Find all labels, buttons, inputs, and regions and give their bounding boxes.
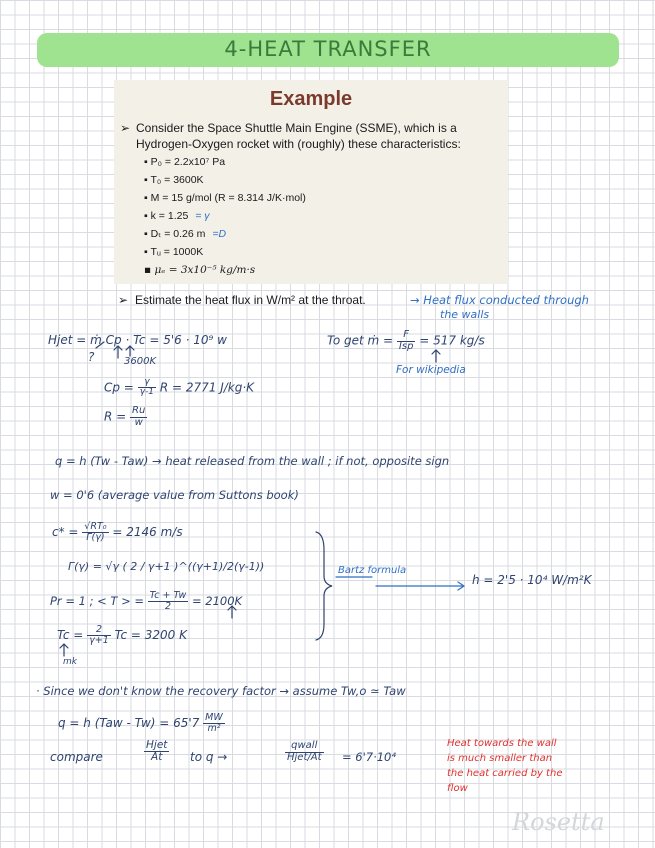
ratio-fraction: $\frac{\text{qwall}}{\text{Hjet/At}}$ [287,740,322,763]
compare-to-q: to q → [190,750,228,764]
red-note-line2: is much smaller than [447,753,553,764]
bartz-brace [316,532,332,640]
heat-flux-note-line2: the walls [440,308,490,321]
arrow-bullet-icon-2: ➢ [118,293,129,307]
slide-intro-line2: Hydrogen-Oxygen rocket with (roughly) these characteristics: [136,137,461,151]
red-note-line3: the heat carried by the [447,768,563,779]
hjet-arrow-3 [126,346,134,356]
hjet-3600-note: 3600K [124,356,157,367]
r-equation: R = $\frac{Ru}{w}$ [104,405,146,428]
compare-label: compare [50,750,103,764]
gamma-function-equation: Γ(γ) = √γ ( 2 / γ+1 )^((γ+1)/2(γ-1)) [68,560,265,573]
bullet-tw: ▪ Tᵤ = 1000K [144,246,204,258]
red-note-line4: flow [447,783,468,794]
hjet-equation: Hjet = ṁ Cp · Tc = 5'6 · 10⁹ w [48,333,227,347]
bartz-formula-note: Bartz formula [338,565,407,576]
slide-intro-line1: Consider the Space Shuttle Main Engine (SSME), which is a [136,121,457,135]
pr-equation: Pr = 1 ; < T > = $\frac{Tc + Tw}{2}$ = 2100K [50,590,243,612]
hjet-arrow-2 [114,346,122,358]
mk-note: mk [63,657,77,667]
bullet-dt: ▪ Dₜ = 0.26 m =D [144,228,227,240]
hjet-question: ? [88,350,95,364]
slide-title: Example [269,88,353,110]
diameter-note: =D [212,228,227,240]
gamma-note: = γ [195,210,210,222]
bartz-arrow [376,582,464,590]
q-equation: q = h (Tw - Taw) → heat released from the wall ; if not, opposite sign [55,454,450,468]
bullet-pc: ▪ P₀ = 2.2x10⁷ Pa [144,156,226,168]
w-equation: w = 0'6 (average value from Suttons book) [50,488,299,502]
watermark-logo: Rosetta [512,808,605,836]
h-result: h = 2'5 · 10⁴ W/m²K [472,573,592,587]
hjet-arrow-1 [96,342,104,348]
heat-flux-note-line1: → Heat flux conducted through [410,293,589,307]
bullet-mu: ▪ μₑ = 3x10⁻⁵ kg/m·s [144,264,256,276]
red-note-line1: Heat towards the wall [447,738,557,749]
cstar-equation: c* = $\frac{\text{√RT₀}}{\Gamma(\gamma)}$ = 2146 m/s [52,521,183,543]
bullet-k: ▪ k = 1.25 = γ [144,210,210,222]
tavg-arrow [228,606,236,618]
isp-arrow [432,350,440,362]
slide-estimate: Estimate the heat flux in W/m² at the throat. [135,293,366,307]
compare-fraction: $\frac{\text{Hjet}}{At}$ [146,739,168,764]
recovery-factor-note: · Since we don't know the recovery factor → assume Tw,o ≃ Taw [36,684,406,698]
arrow-bullet-icon: ➢ [120,121,131,135]
tc-arrow [60,644,68,656]
wikipedia-note: For wikipedia [396,364,466,376]
tc-equation: Tc = $\frac{2}{\gamma+1}$ Tc = 3200 K [57,624,187,646]
cp-equation: Cp = $\frac{\gamma}{\gamma-1}$ R = 2771 J/kg·K [104,377,255,398]
page-title: 4-HEAT TRANSFER [224,37,432,61]
bullet-tc: ▪ T₀ = 3600K [144,174,204,186]
ratio-result: = 6'7·10⁴ [342,750,396,764]
mdot-equation: To get ṁ = $\frac{F}{\text{Isp}}$ = 517 kg/s [327,329,485,352]
q-result: q = h (Taw - Tw) = 65'7 $\frac{MW}{\text{m²}}$ [58,712,223,734]
bullet-m: ▪ M = 15 g/mol (R = 8.314 J/K·mol) [144,192,306,204]
